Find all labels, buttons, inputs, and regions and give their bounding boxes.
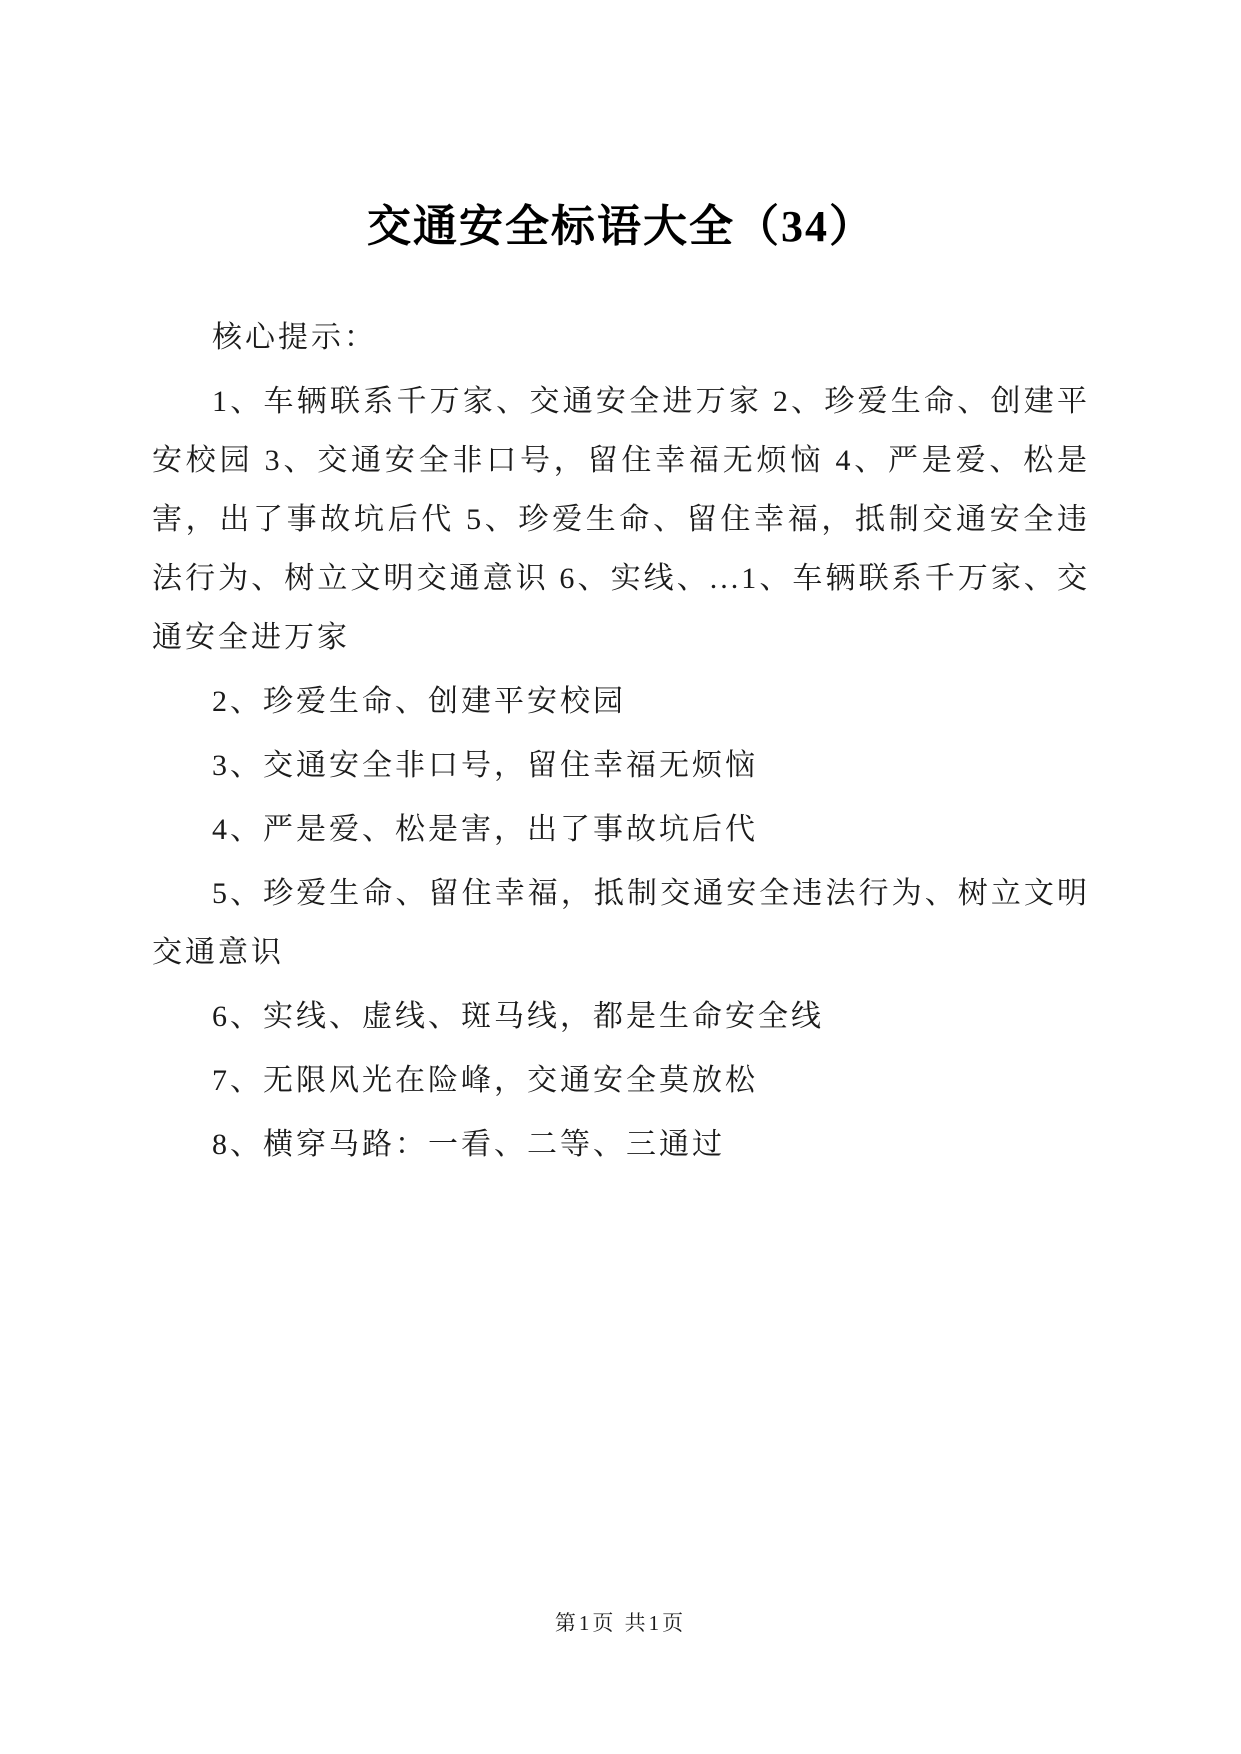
slogan-item: 2、珍爱生命、创建平安校园 <box>212 685 626 718</box>
page-title: 交通安全标语大全（34） <box>367 202 875 251</box>
slogan-item: 7、无限风光在险峰，交通安全莫放松 <box>212 1064 758 1097</box>
slogan-item: 6、实线、虚线、斑马线，都是生命安全线 <box>212 1000 824 1033</box>
slogan-item: 3、交通安全非口号，留住幸福无烦恼 <box>212 749 758 782</box>
slogan-item: 8、横穿马路：一看、二等、三通过 <box>212 1128 725 1161</box>
summary-paragraph: 1、车辆联系千万家、交通安全进万家 2、珍爱生命、创建平安校园 3、交通安全非口号，留住幸福无烦恼 4、严是爱、松是害，出了事故坑后代 5、珍爱生命、留住幸福，抵制交通安全违法行为、树立文明交通意识 6、实线、...1、车辆联系千万家、交通安全进万家 <box>152 385 1090 654</box>
slogan-item: 5、珍爱生命、留住幸福，抵制交通安全违法行为、树立文明交通意识 <box>152 877 1090 969</box>
page-number-indicator: 第1页 共1页 <box>554 1611 687 1635</box>
slogan-item: 4、严是爱、松是害，出了事故坑后代 <box>212 813 758 846</box>
lead-label: 核心提示： <box>212 321 377 354</box>
slogan-list <box>152 672 1090 1174</box>
